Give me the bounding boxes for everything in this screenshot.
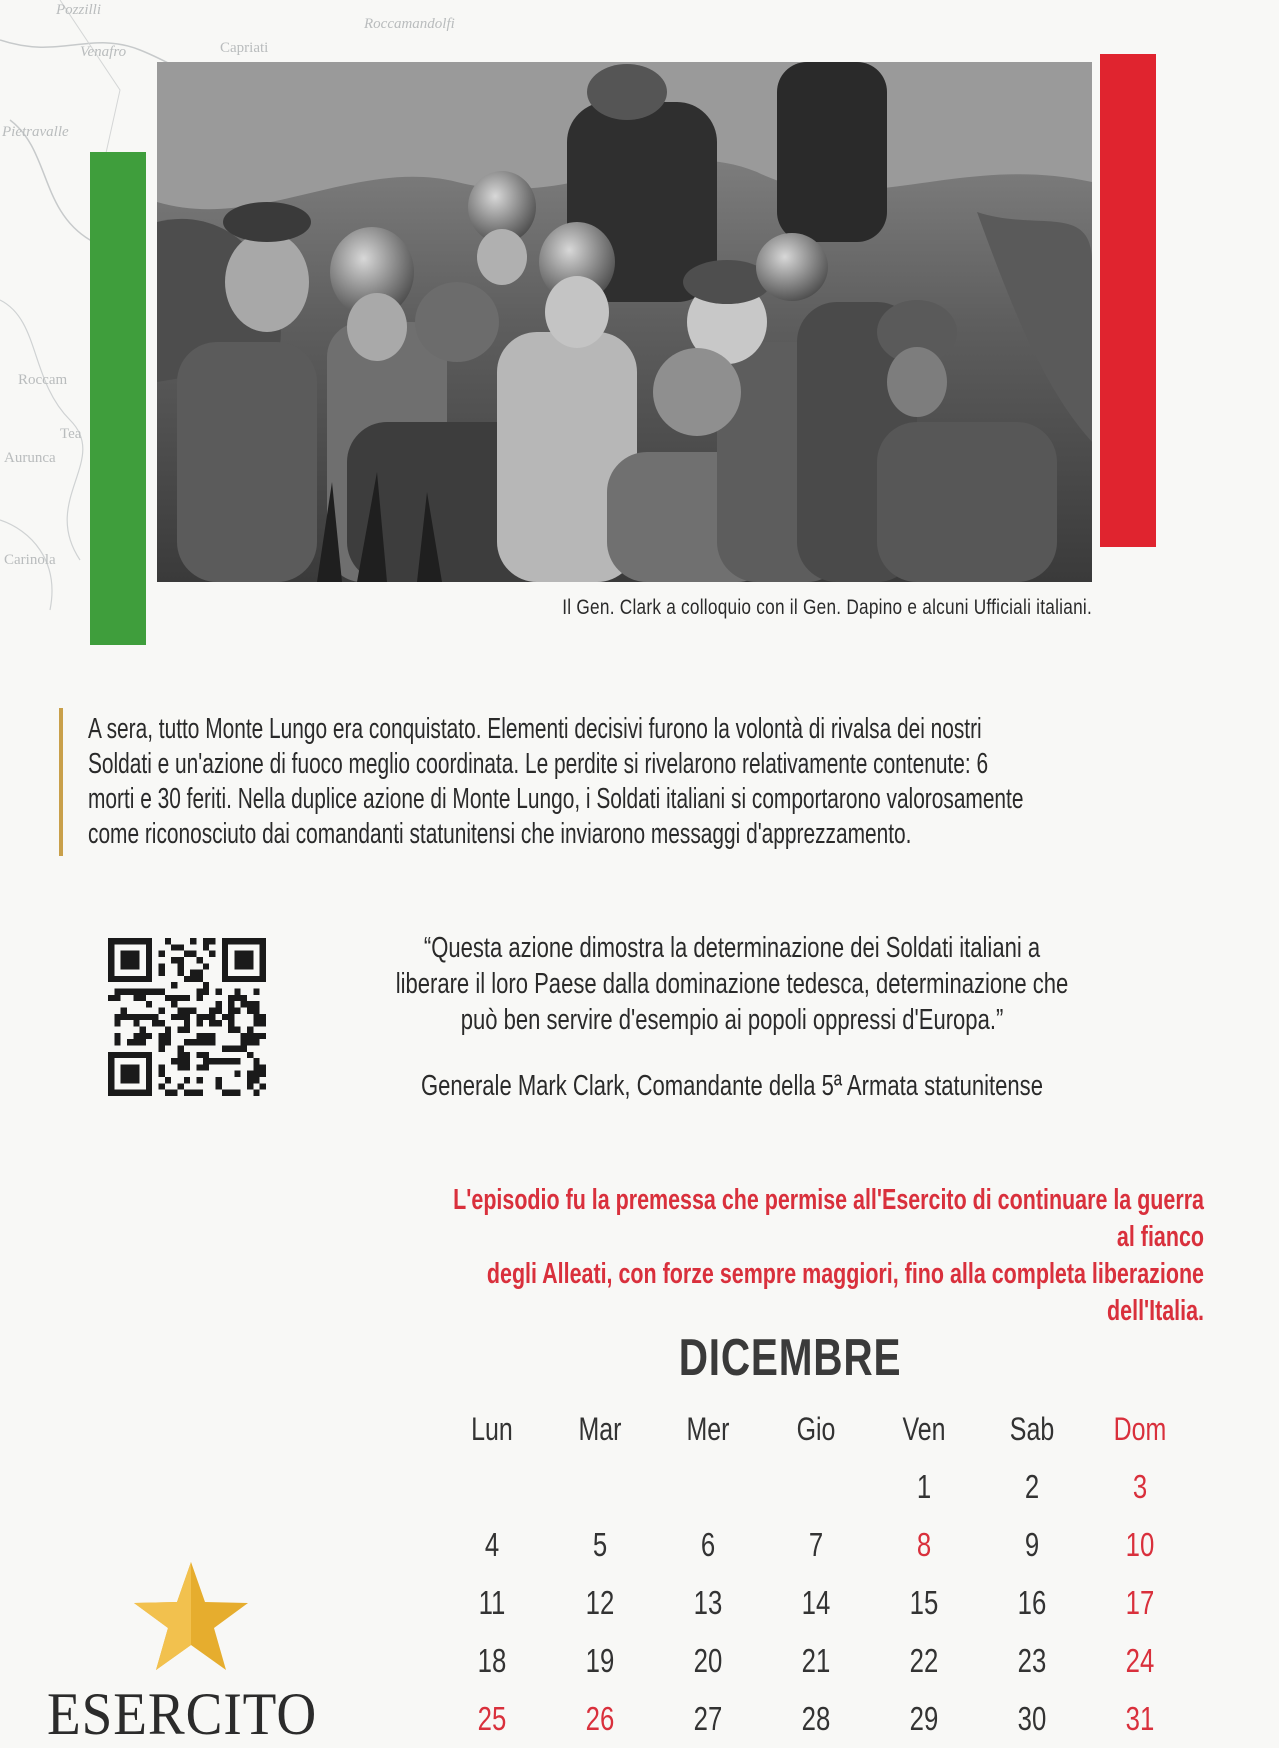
calendar-day: 12 bbox=[585, 1584, 615, 1621]
weekday-label: Mer bbox=[686, 1410, 730, 1447]
paragraph-accent-bar bbox=[59, 708, 63, 856]
star-icon bbox=[132, 1560, 250, 1672]
paragraph-line: come riconosciuto dai comandanti statunitensi che inviarono messaggi d'apprezzamento. bbox=[88, 818, 912, 850]
quote-line: “Questa azione dimostra la determinazione dei Soldati italiani a bbox=[423, 932, 1041, 964]
map-label: Capriati bbox=[220, 40, 269, 56]
calendar-week-row bbox=[438, 1574, 1198, 1632]
highlight-text bbox=[437, 1182, 1204, 1330]
weekday-label: Gio bbox=[796, 1410, 836, 1447]
qr-code[interactable] bbox=[108, 938, 266, 1096]
calendar-week-row bbox=[438, 1458, 1198, 1516]
weekday-label: Lun bbox=[471, 1410, 513, 1447]
calendar-weeks bbox=[438, 1458, 1198, 1748]
map-label: Roccamandolfi bbox=[364, 16, 455, 32]
calendar-day: 16 bbox=[1017, 1584, 1047, 1621]
qr-code-image bbox=[108, 938, 266, 1096]
calendar-day: 28 bbox=[801, 1700, 831, 1737]
calendar-day: 25 bbox=[477, 1700, 507, 1737]
flag-green-bar bbox=[90, 152, 146, 645]
calendar-day: 9 bbox=[1024, 1526, 1040, 1563]
quote bbox=[352, 930, 1112, 1038]
calendar-day: 14 bbox=[801, 1584, 831, 1621]
map-label: Roccam bbox=[18, 372, 68, 388]
calendar-day: 29 bbox=[909, 1700, 939, 1737]
historical-photo bbox=[157, 62, 1092, 582]
calendar-day: 15 bbox=[909, 1584, 939, 1621]
calendar-day: 7 bbox=[808, 1526, 824, 1563]
weekday-label: Sab bbox=[1009, 1410, 1055, 1447]
quote-line: liberare il loro Paese dalla dominazione tedesca, determinazione che bbox=[395, 968, 1069, 1000]
calendar-day: 2 bbox=[1024, 1468, 1040, 1505]
map-label: Aurunca bbox=[4, 450, 56, 466]
map-label: Carinola bbox=[4, 552, 56, 568]
calendar-week-row bbox=[438, 1516, 1198, 1574]
highlight-line: degli Alleati, con forze sempre maggiori, fino alla completa liberazione dell'Italia. bbox=[486, 1258, 1205, 1327]
calendar-day: 8 bbox=[916, 1526, 932, 1563]
calendar-day: 3 bbox=[1132, 1468, 1148, 1505]
quote-author: Generale Mark Clark, Comandante della 5ª Armata statunitense bbox=[421, 1070, 1043, 1102]
calendar-day: 17 bbox=[1125, 1584, 1155, 1621]
map-label: Venafro bbox=[80, 44, 127, 60]
paragraph-line: A sera, tutto Monte Lungo era conquistato. Elementi decisivi furono la volontà di rivalsa dei nostri bbox=[88, 713, 982, 745]
map-label: Pietravalle bbox=[2, 124, 69, 140]
calendar-day: 20 bbox=[693, 1642, 723, 1679]
calendar-day: 21 bbox=[801, 1642, 831, 1679]
calendar-day: 31 bbox=[1125, 1700, 1155, 1737]
calendar-day: 18 bbox=[477, 1642, 507, 1679]
calendar-day: 5 bbox=[592, 1526, 608, 1563]
flag-red-bar bbox=[1100, 54, 1156, 547]
calendar-month-title: DICEMBRE bbox=[678, 1329, 902, 1387]
calendar-day: 30 bbox=[1017, 1700, 1047, 1737]
calendar-day: 26 bbox=[585, 1700, 615, 1737]
calendar-day: 24 bbox=[1125, 1642, 1155, 1679]
calendar-day: 10 bbox=[1125, 1526, 1155, 1563]
paragraph-line: Soldati e un'azione di fuoco meglio coordinata. Le perdite si rivelarono relativamente contenute: 6 bbox=[88, 748, 989, 780]
map-label: Pozzilli bbox=[56, 2, 102, 18]
photo-caption: Il Gen. Clark a colloquio con il Gen. Dapino e alcuni Ufficiali italiani. bbox=[562, 596, 1092, 619]
calendar-day: 23 bbox=[1017, 1642, 1047, 1679]
highlight-line: L'episodio fu la premessa che permise all'Esercito di continuare la guerra al fianco bbox=[453, 1184, 1205, 1253]
weekday-label: Mar bbox=[578, 1410, 622, 1447]
esercito-logo-text: ESERCITO bbox=[47, 1681, 318, 1747]
quote-line: può ben servire d'esempio ai popoli oppressi d'Europa.” bbox=[460, 1004, 1004, 1036]
calendar-week-row bbox=[438, 1690, 1198, 1748]
paragraph-line: morti e 30 feriti. Nella duplice azione di Monte Lungo, i Soldati italiani si comportarono valorosamente bbox=[88, 783, 1024, 815]
calendar-grid bbox=[438, 1400, 1198, 1748]
calendar-day: 6 bbox=[700, 1526, 716, 1563]
calendar-day: 19 bbox=[585, 1642, 615, 1679]
calendar-day: 22 bbox=[909, 1642, 939, 1679]
calendar-day: 13 bbox=[693, 1584, 723, 1621]
calendar-weekday-row bbox=[438, 1400, 1198, 1458]
calendar-week-row bbox=[438, 1632, 1198, 1690]
weekday-label: Ven bbox=[902, 1410, 946, 1447]
map-label: Tea bbox=[60, 426, 82, 442]
narrative-paragraph bbox=[88, 712, 1114, 852]
weekday-label-sunday: Dom bbox=[1113, 1410, 1167, 1447]
calendar-day: 27 bbox=[693, 1700, 723, 1737]
calendar-day: 4 bbox=[484, 1526, 500, 1563]
calendar-day: 1 bbox=[916, 1468, 932, 1505]
calendar-day: 11 bbox=[478, 1584, 506, 1621]
